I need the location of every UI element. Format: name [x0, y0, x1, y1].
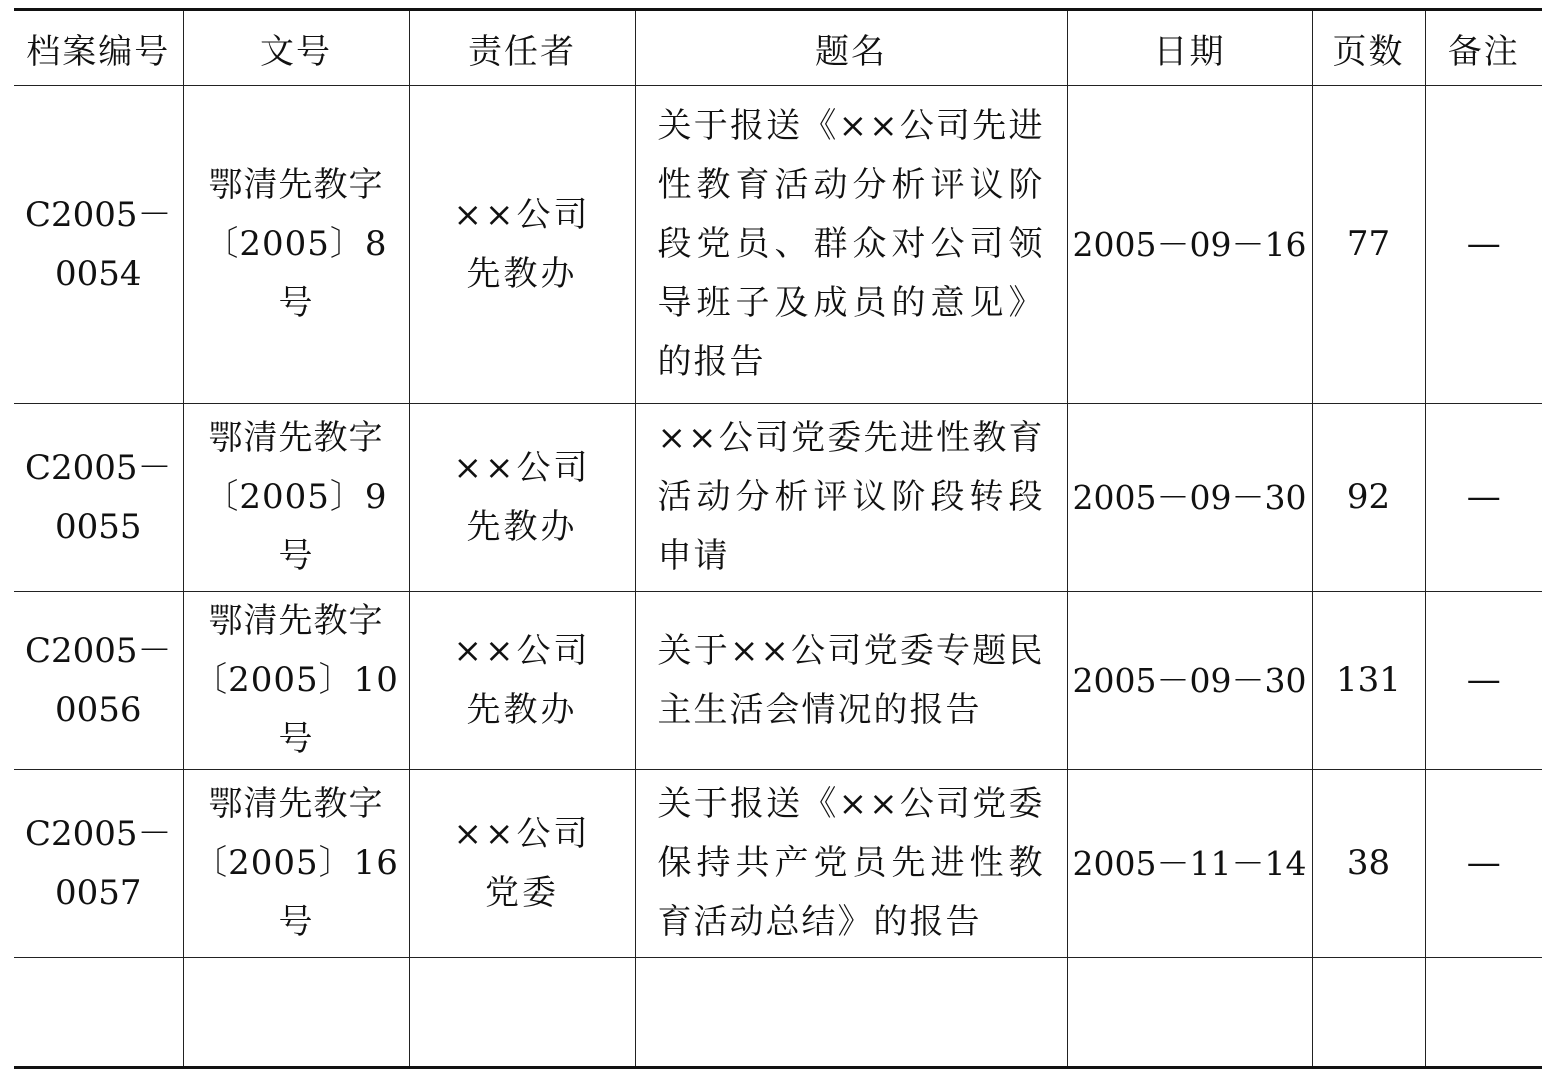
table-row: [14, 86, 1542, 404]
archive-table-container: [14, 8, 1542, 1069]
responsible-cell: ××公司 党委: [409, 770, 635, 958]
header-doc-no: 文号: [183, 10, 409, 86]
table-row: [14, 770, 1542, 958]
header-note: 备注: [1425, 10, 1542, 86]
table-row: [14, 404, 1542, 592]
empty-cell: [1425, 958, 1542, 1068]
date-cell: 2005－11－14: [1067, 770, 1312, 958]
header-title: 题名: [635, 10, 1067, 86]
archive-no-cell: C2005－ 0057: [14, 770, 183, 958]
empty-cell: [14, 958, 183, 1068]
title-cell: 关于报送《××公司党委保持共产党员先进性教育活动总结》的报告: [635, 770, 1067, 958]
date-cell: 2005－09－30: [1067, 592, 1312, 770]
archive-no-cell: C2005－ 0055: [14, 404, 183, 592]
pages-cell: 38: [1312, 770, 1425, 958]
doc-no-cell: 鄂清先教字 〔2005〕8 号: [183, 86, 409, 404]
table-row: [14, 592, 1542, 770]
date-cell: 2005－09－30: [1067, 404, 1312, 592]
doc-no-cell: 鄂清先教字 〔2005〕9 号: [183, 404, 409, 592]
empty-cell: [409, 958, 635, 1068]
title-cell: 关于报送《××公司先进性教育活动分析评议阶段党员、群众对公司领导班子及成员的意见》的报告: [635, 86, 1067, 404]
note-cell: —: [1425, 592, 1542, 770]
empty-cell: [1067, 958, 1312, 1068]
header-archive-no: 档案编号: [14, 10, 183, 86]
archive-no-cell: C2005－ 0056: [14, 592, 183, 770]
header-row: [14, 10, 1542, 86]
archive-no-cell: C2005－ 0054: [14, 86, 183, 404]
date-cell: 2005－09－16: [1067, 86, 1312, 404]
header-pages: 页数: [1312, 10, 1425, 86]
note-cell: —: [1425, 404, 1542, 592]
header-date: 日期: [1067, 10, 1312, 86]
note-cell: —: [1425, 86, 1542, 404]
empty-table-row: [14, 958, 1542, 1068]
doc-no-cell: 鄂清先教字 〔2005〕16 号: [183, 770, 409, 958]
responsible-cell: ××公司 先教办: [409, 86, 635, 404]
note-cell: —: [1425, 770, 1542, 958]
title-cell: ××公司党委先进性教育活动分析评议阶段转段申请: [635, 404, 1067, 592]
title-cell: 关于××公司党委专题民主生活会情况的报告: [635, 592, 1067, 770]
responsible-cell: ××公司 先教办: [409, 404, 635, 592]
doc-no-cell: 鄂清先教字 〔2005〕10 号: [183, 592, 409, 770]
pages-cell: 77: [1312, 86, 1425, 404]
pages-cell: 92: [1312, 404, 1425, 592]
empty-cell: [1312, 958, 1425, 1068]
empty-cell: [635, 958, 1067, 1068]
header-responsible: 责任者: [409, 10, 635, 86]
archive-table: [14, 8, 1542, 1069]
responsible-cell: ××公司 先教办: [409, 592, 635, 770]
empty-cell: [183, 958, 409, 1068]
pages-cell: 131: [1312, 592, 1425, 770]
